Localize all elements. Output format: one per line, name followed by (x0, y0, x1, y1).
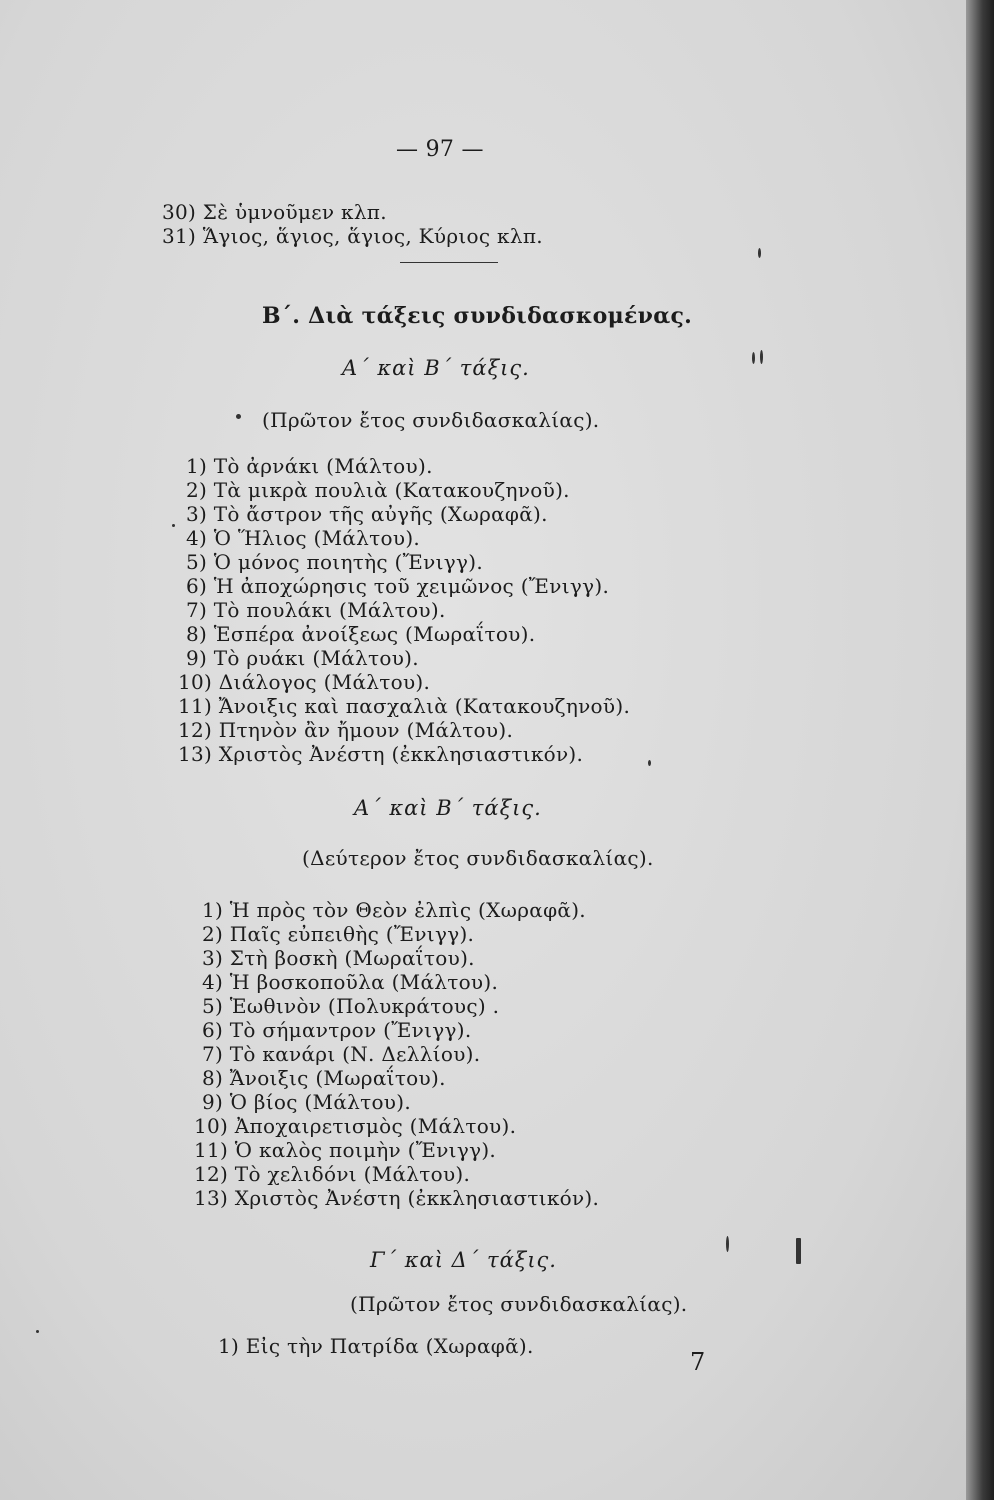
signature-mark: 7 (690, 1348, 706, 1376)
list-item: 6) Ἡ ἀποχώρησις τοῦ χειμῶνος (Ἔνιγγ). (186, 574, 610, 598)
list-item: 4) Ἡ βοσκοποῦλα (Μάλτου). (202, 970, 499, 994)
list-item: 9) Τὸ ρυάκι (Μάλτου). (186, 646, 419, 670)
print-speck (236, 414, 241, 419)
list-item: 11) Ἄνοιξις καὶ πασχαλιὰ (Κατακουζηνοῦ). (178, 694, 631, 718)
group-title: Γ΄ καὶ Δ΄ τάξις. (370, 1248, 557, 1272)
list-item: 4) Ὁ Ἥλιος (Μάλτου). (186, 526, 421, 550)
list-item: 8) Ἑσπέρα ἀνοίξεως (Μωραΐτου). (186, 622, 536, 646)
list-item: 11) Ὁ καλὸς ποιμὴν (Ἔνιγγ). (194, 1138, 497, 1162)
group-subtitle: (Πρῶτον ἔτος συνδιδασκαλίας). (350, 1292, 688, 1316)
list-item: 6) Τὸ σήμαντρον (Ἔνιγγ). (202, 1018, 472, 1042)
list-item: 13) Χριστὸς Ἀνέστη (ἐκκλησιαστικόν). (178, 742, 584, 766)
print-speck (796, 1238, 801, 1264)
list-item: 8) Ἄνοιξις (Μωραΐτου). (202, 1066, 446, 1090)
print-speck (172, 524, 175, 527)
list-item: 1) Τὸ ἀρνάκι (Μάλτου). (186, 454, 433, 478)
list-item: 5) Ὁ μόνος ποιητὴς (Ἔνιγγ). (186, 550, 483, 574)
list-item: 3) Τὸ ἄστρον τῆς αὐγῆς (Χωραφᾶ). (186, 502, 548, 526)
group-title: Α΄ καὶ Β΄ τάξις. (342, 356, 530, 380)
list-item: 3) Στὴ βοσκὴ (Μωραΐτου). (202, 946, 475, 970)
list-item: 5) Ἑωθινὸν (Πολυκράτους) . (202, 994, 500, 1018)
list-item: 2) Παῖς εὐπειθὴς (Ἔνιγγ). (202, 922, 475, 946)
list-item: 10) Διάλογος (Μάλτου). (178, 670, 431, 694)
list-item: 1) Ἡ πρὸς τὸν Θεὸν ἐλπὶς (Χωραφᾶ). (202, 898, 586, 922)
print-speck (36, 1330, 39, 1333)
list-item: 9) Ὁ βίος (Μάλτου). (202, 1090, 412, 1114)
list-item: 13) Χριστὸς Ἀνέστη (ἐκκλησιαστικόν). (194, 1186, 600, 1210)
page-edge-shadow (966, 0, 994, 1500)
print-speck (726, 1236, 729, 1252)
list-item: 7) Τὸ κανάρι (Ν. Δελλίου). (202, 1042, 481, 1066)
intro-line: 31) Ἅγιος, ἅγιος, ἅγιος, Κύριος κλπ. (162, 224, 543, 248)
group-title: Α΄ καὶ Β΄ τάξις. (354, 796, 542, 820)
print-speck (760, 350, 763, 364)
list-item: 12) Τὸ χελιδόνι (Μάλτου). (194, 1162, 471, 1186)
page-number: — 97 — (396, 137, 484, 162)
list-item: 7) Τὸ πουλάκι (Μάλτου). (186, 598, 446, 622)
print-speck (648, 760, 651, 766)
group-subtitle: (Πρῶτον ἔτος συνδιδασκαλίας). (262, 408, 600, 432)
list-item: 12) Πτηνὸν ἂν ἤμουν (Μάλτου). (178, 718, 514, 742)
divider-rule (400, 262, 498, 263)
list-item: 2) Τὰ μικρὰ πουλιὰ (Κατακουζηνοῦ). (186, 478, 570, 502)
group-subtitle: (Δεύτερον ἔτος συνδιδασκαλίας). (302, 846, 654, 870)
intro-line: 30) Σὲ ὑμνοῦμεν κλπ. (162, 200, 387, 224)
list-item: 10) Ἀποχαιρετισμὸς (Μάλτου). (194, 1114, 517, 1138)
list-item: 1) Εἰς τὴν Πατρίδα (Χωραφᾶ). (218, 1334, 534, 1358)
section-heading: Β΄. Διὰ τάξεις συνδιδασκομένας. (262, 303, 693, 329)
print-speck (758, 248, 761, 258)
print-speck (752, 352, 755, 364)
